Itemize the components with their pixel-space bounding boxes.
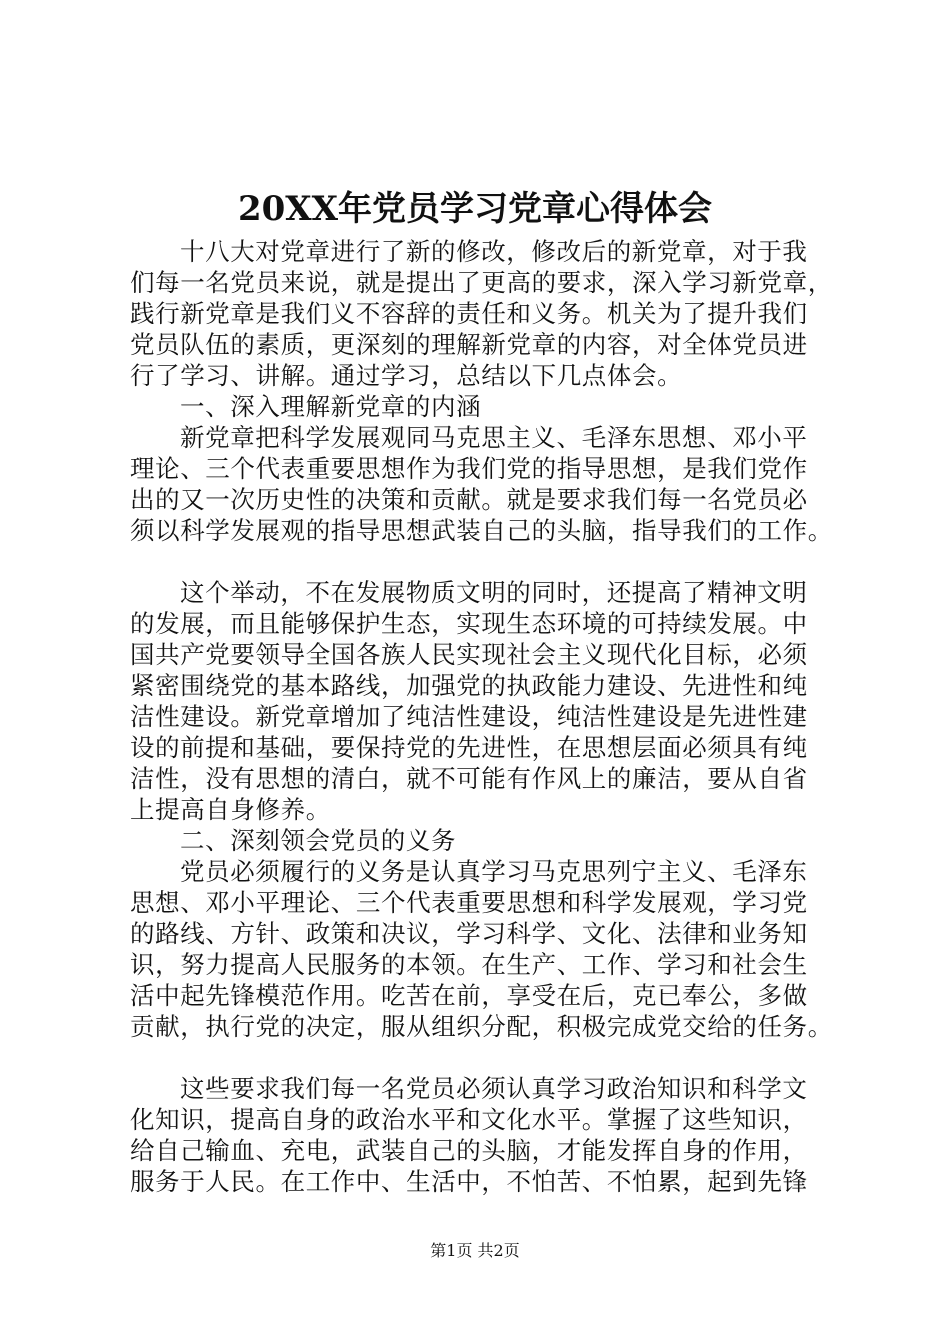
section-heading: 一、深入理解新党章的内涵	[180, 392, 482, 421]
body-line: 党员必须履行的义务是认真学习马克思列宁主义、毛泽东	[180, 857, 808, 886]
body-line: 紧密围绕党的基本路线，加强党的执政能力建设、先进性和纯	[130, 671, 808, 700]
body-line: 党员队伍的素质，更深刻的理解新党章的内容，对全体党员进	[130, 330, 808, 359]
body-line: 十八大对党章进行了新的修改，修改后的新党章，对于我	[180, 237, 808, 266]
body-line: 化知识，提高自身的政治水平和文化水平。掌握了这些知识，	[130, 1105, 808, 1134]
body-line: 给自己输血、充电，武装自己的头脑，才能发挥自身的作用，	[130, 1136, 808, 1165]
blank-line	[130, 1042, 840, 1073]
body-line: 的发展，而且能够保护生态，实现生态环境的可持续发展。中	[130, 609, 808, 638]
document-title: 20XX年党员学习党章心得体会	[237, 189, 713, 229]
section-heading: 二、深刻领会党员的义务	[180, 826, 457, 855]
body-line: 识，努力提高人民服务的本领。在生产、工作、学习和社会生	[130, 950, 808, 979]
body-line: 设的前提和基础，要保持党的先进性，在思想层面必须具有纯	[130, 733, 808, 762]
body-line: 国共产党要领导全国各族人民实现社会主义现代化目标，必须	[130, 640, 808, 669]
body-line: 行了学习、讲解。通过学习，总结以下几点体会。	[130, 361, 683, 390]
body-line: 践行新党章是我们义不容辞的责任和义务。机关为了提升我们	[130, 299, 808, 328]
body-line: 贡献，执行党的决定，服从组织分配，积极完成党交给的任务。	[130, 1012, 833, 1041]
document-body	[130, 236, 840, 1197]
body-line: 新党章把科学发展观同马克思主义、毛泽东思想、邓小平	[180, 423, 808, 452]
blank-line	[130, 546, 840, 577]
body-line: 须以科学发展观的指导思想武装自己的头脑，指导我们的工作。	[130, 516, 833, 545]
body-line: 活中起先锋模范作用。吃苦在前，享受在后，克已奉公，多做	[130, 981, 808, 1010]
page-footer: 第1页 共2页	[430, 1241, 520, 1260]
body-line: 理论、三个代表重要思想作为我们党的指导思想，是我们党作	[130, 454, 808, 483]
body-line: 的路线、方针、政策和决议，学习科学、文化、法律和业务知	[130, 919, 808, 948]
body-line: 这些要求我们每一名党员必须认真学习政治知识和科学文	[180, 1074, 808, 1103]
body-line: 出的又一次历史性的决策和贡献。就是要求我们每一名党员必	[130, 485, 808, 514]
body-line: 服务于人民。在工作中、生活中，不怕苦、不怕累，起到先锋	[130, 1167, 808, 1196]
body-line: 洁性建设。新党章增加了纯洁性建设，纯洁性建设是先进性建	[130, 702, 808, 731]
body-line: 洁性，没有思想的清白，就不可能有作风上的廉洁，要从自省	[130, 764, 808, 793]
body-line: 们每一名党员来说，就是提出了更高的要求，深入学习新党章，	[130, 268, 833, 297]
body-line: 这个举动，不在发展物质文明的同时，还提高了精神文明	[180, 578, 808, 607]
body-line: 思想、邓小平理论、三个代表重要思想和科学发展观，学习党	[130, 888, 808, 917]
body-line: 上提高自身修养。	[130, 795, 331, 824]
